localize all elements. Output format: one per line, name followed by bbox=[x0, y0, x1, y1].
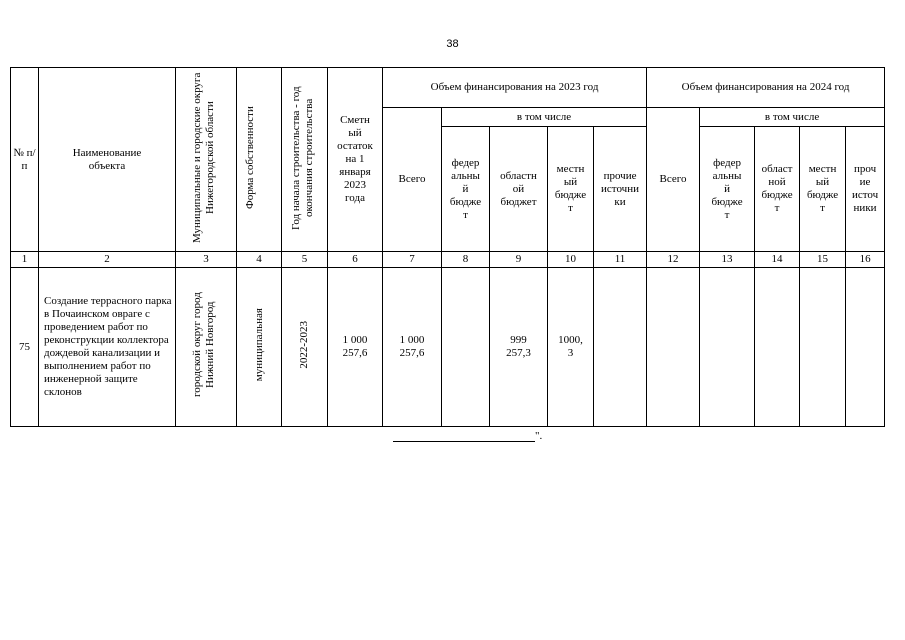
column-number: 11 bbox=[594, 252, 647, 268]
header-fed-2024 bbox=[700, 127, 755, 252]
years-cell bbox=[282, 268, 328, 427]
column-number: 8 bbox=[442, 252, 490, 268]
total-2024-cell bbox=[647, 268, 700, 427]
header-proch-2023-label: прочие источники bbox=[601, 169, 639, 208]
header-mest-2024-label: местный бюджет bbox=[806, 163, 839, 214]
column-number: 5 bbox=[282, 252, 328, 268]
column-number: 16 bbox=[846, 252, 885, 268]
column-number: 4 bbox=[237, 252, 282, 268]
header-col-years bbox=[282, 68, 328, 252]
column-number-row bbox=[11, 252, 885, 268]
remaining-value: 1 000 257,6 bbox=[342, 334, 368, 359]
proch-2024-cell bbox=[846, 268, 885, 427]
header-row-top bbox=[11, 68, 885, 108]
district-cell bbox=[176, 268, 237, 427]
column-number: 15 bbox=[800, 252, 846, 268]
column-number: 9 bbox=[490, 252, 548, 268]
ownership-text: муниципальная bbox=[252, 308, 265, 382]
footer-closing-quote: ". bbox=[535, 430, 543, 442]
mest-2023-value: 1000, 3 bbox=[558, 334, 583, 359]
obl-2023-cell bbox=[490, 268, 548, 427]
header-obl-2023 bbox=[490, 127, 548, 252]
header-col-name bbox=[39, 68, 176, 252]
header-total-2023: Всего bbox=[383, 108, 442, 252]
header-col-name-label: Наименование объекта bbox=[72, 146, 142, 172]
header-proch-2023 bbox=[594, 127, 647, 252]
column-number: 1 bbox=[11, 252, 39, 268]
header-col-number: № п/п bbox=[11, 68, 39, 252]
header-col-years-label: Год начала строительства - год окончания строительства bbox=[289, 85, 315, 230]
header-obl-2024 bbox=[755, 127, 800, 252]
years-text: 2022-2023 bbox=[298, 321, 310, 369]
header-mest-2023-label: местный бюджет bbox=[554, 163, 587, 214]
page-number: 38 bbox=[446, 38, 459, 50]
footer-rule bbox=[393, 441, 535, 442]
remaining-cell bbox=[328, 268, 383, 427]
column-number: 7 bbox=[383, 252, 442, 268]
header-mest-2024 bbox=[800, 127, 846, 252]
header-col-ownership bbox=[237, 68, 282, 252]
column-number: 6 bbox=[328, 252, 383, 268]
header-obl-2023-label: областной бюджет bbox=[500, 169, 537, 208]
column-number: 10 bbox=[548, 252, 594, 268]
header-proch-2024 bbox=[846, 127, 885, 252]
header-incl-2024: в том числе bbox=[700, 108, 885, 127]
total-2023-cell bbox=[383, 268, 442, 427]
header-fed-2023 bbox=[442, 127, 490, 252]
ownership-cell bbox=[237, 268, 282, 427]
header-group-2024: Объем финансирования на 2024 год bbox=[647, 68, 885, 108]
total-2023-value: 1 000 257,6 bbox=[399, 334, 425, 359]
table-row bbox=[11, 268, 885, 427]
header-group-2023: Объем финансирования на 2023 год bbox=[383, 68, 647, 108]
header-total-2024: Всего bbox=[647, 108, 700, 252]
header-col-remaining bbox=[328, 68, 383, 252]
header-col-ownership-label: Форма собственности bbox=[244, 106, 256, 209]
header-col-district bbox=[176, 68, 237, 252]
fed-2023-cell bbox=[442, 268, 490, 427]
header-mest-2023 bbox=[548, 127, 594, 252]
mest-2024-cell bbox=[800, 268, 846, 427]
header-fed-2024-label: федеральный бюджет bbox=[711, 156, 743, 221]
fed-2024-cell bbox=[700, 268, 755, 427]
proch-2023-cell bbox=[594, 268, 647, 427]
header-obl-2024-label: областной бюджет bbox=[761, 163, 793, 214]
mest-2023-cell bbox=[548, 268, 594, 427]
obl-2024-cell bbox=[755, 268, 800, 427]
obl-2023-value: 999 257,3 bbox=[506, 334, 531, 359]
column-number: 2 bbox=[39, 252, 176, 268]
column-number: 3 bbox=[176, 252, 237, 268]
row-number: 75 bbox=[11, 268, 39, 427]
column-number: 13 bbox=[700, 252, 755, 268]
header-col-district-label: Муниципальные и городские округа Нижегородской области bbox=[191, 72, 216, 243]
column-number: 12 bbox=[647, 252, 700, 268]
header-col-remaining-label: Сметный остаток на 1 января 2023 года bbox=[337, 114, 373, 204]
object-name: Создание террасного парка в Почаинском овраге с проведением работ по реконструкции коллектора дождевой канализации и выполнением работ по инженерной защите склонов bbox=[39, 268, 176, 427]
header-proch-2024-label: прочие источники bbox=[851, 163, 879, 214]
financing-table bbox=[10, 67, 885, 427]
district-text: городской округ город Нижний Новгород bbox=[191, 292, 216, 398]
column-number: 14 bbox=[755, 252, 800, 268]
header-incl-2023: в том числе bbox=[442, 108, 647, 127]
header-fed-2023-label: федеральный бюджет bbox=[449, 156, 482, 221]
